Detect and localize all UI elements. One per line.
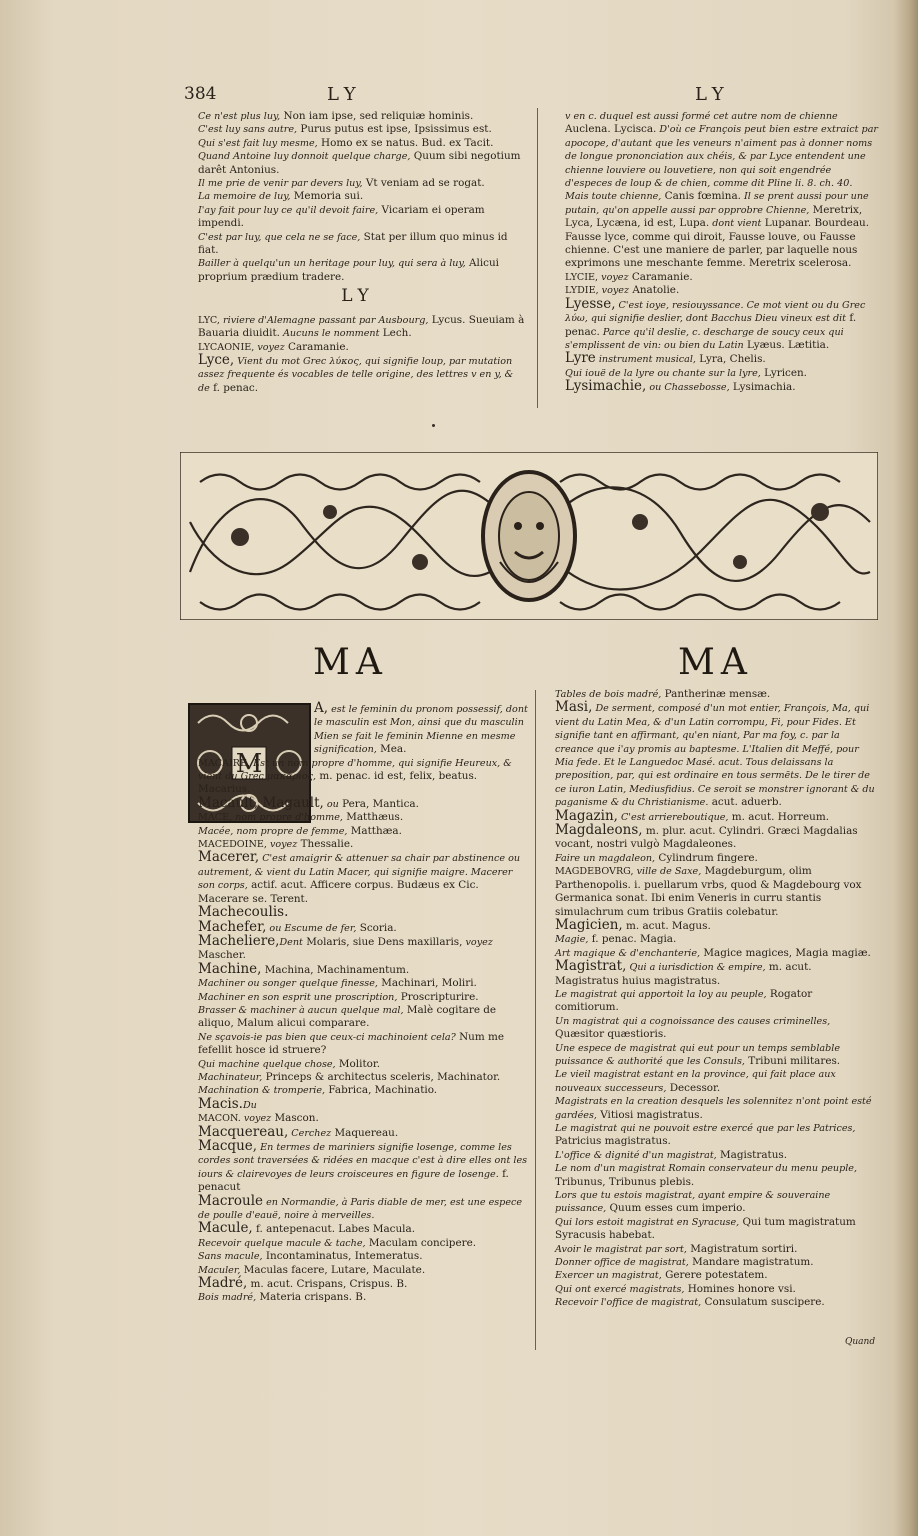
- dictionary-entry: [545, 960, 875, 988]
- entry-text: en Normandie, à Paris diable de mer, est une espece de poulle d'eauë, noire à merveilles.: [198, 1196, 523, 1222]
- entry-text: Mascher.: [198, 949, 246, 962]
- entry-text: Magicien,: [555, 916, 623, 933]
- entry-text: est le feminin du pronom possessif, dont le masculin est Mon, ainsi que du masculin Mien se fait le feminin Mienne en mesme signification,: [314, 704, 528, 756]
- entry-text: voyez: [462, 936, 493, 948]
- entry-text: Masi,: [555, 699, 593, 716]
- entry-text: Alicui proprium prædium tradere.: [198, 257, 499, 283]
- entry-text: Auclena. Lycisca.: [565, 123, 657, 136]
- entry-text: Fabrica, Machinatio.: [325, 1084, 438, 1097]
- dictionary-entry: [188, 794, 528, 811]
- entry-text: Matthæa.: [347, 824, 402, 837]
- entry-text: Horreum.: [774, 810, 830, 823]
- page-edge: [892, 0, 918, 1536]
- entry-text: Purus putus est ipse, Ipsissimus est.: [297, 123, 492, 136]
- entry-text: Pantherinæ mensæ.: [661, 688, 771, 700]
- entry-text: Le vieil magistrat estant en la province, qui fait place aux nouveaux successeurs,: [555, 1069, 836, 1094]
- entry-text: Afficere corpus. Budæus ex Cic. Macerare se. Terent.: [198, 879, 479, 905]
- entry-text: La memoire de luy,: [198, 191, 291, 203]
- entry-text: Patricius magistratus.: [555, 1135, 671, 1148]
- entry-text: ou: [323, 798, 339, 810]
- dictionary-entry: [188, 1192, 528, 1223]
- entry-text: Meretrix scelerosa.: [745, 257, 852, 270]
- entry-text: Consulatum suscipere.: [701, 1296, 825, 1309]
- dictionary-entry: [188, 977, 528, 990]
- entry-text: Donner office de magistrat,: [555, 1257, 689, 1269]
- entry-text: C'est luy sans autre,: [198, 124, 298, 136]
- ornamental-headpiece: [180, 452, 878, 620]
- entry-text: Tribuni militares.: [744, 1054, 841, 1067]
- dictionary-entry: [188, 1140, 528, 1195]
- entry-text: Magistratum sortiri.: [686, 1242, 798, 1255]
- entry-text: Maculer,: [198, 1264, 241, 1276]
- entry-text: C'est par luy, que cela ne se face,: [198, 231, 361, 243]
- entry-text: D'où ce François peut bien estre extraict par apocope, d'autant que les veneurs n'aiment pas à donner noms de longue prononciation aux chéis, & par Lyce entendent une chienne louviere ou louvetiere, non qui soit engendrée d'especes de loup & de chien, comme dit Pline li. 8. ch. 40.: [565, 124, 879, 190]
- entry-text: LYC,: [198, 314, 220, 326]
- entry-text: Caramanie.: [628, 270, 693, 283]
- entry-text: Est un nom propre d'homme, qui signifie Heureux, & vient du Grec μακάριος,: [198, 757, 512, 783]
- entry-text: Qui a iurisdiction & empire,: [626, 962, 766, 974]
- dictionary-entry: [555, 271, 880, 284]
- entry-text: Art magique & d'enchanterie,: [555, 947, 701, 959]
- entry-text: Canis fœmina.: [661, 190, 741, 203]
- entry-text: Lors que tu estois magistrat, ayant empire & souveraine puissance,: [555, 1190, 831, 1215]
- dictionary-entry: [188, 1004, 528, 1031]
- dictionary-entry: [545, 933, 875, 946]
- entry-text: Machiner en son esprit une proscription,: [198, 991, 398, 1003]
- entry-text: LYCIE,: [565, 271, 599, 283]
- entry-text: Machination & tromperie,: [198, 1085, 326, 1097]
- entry-text: Mea.: [376, 743, 407, 756]
- entry-text: C'est amaigrir & attenuer sa chair par abstinence ou autrement, & vient du Latin Macer, qui signifie maigre. Macerer son corps,: [198, 853, 521, 892]
- dictionary-entry: [188, 341, 528, 354]
- column-1: [188, 110, 528, 395]
- dictionary-entry: [545, 701, 875, 809]
- entry-text: m. plur. acut. Cylindri. Græci Magdalias vocant, nostri vulgò Magdaleones.: [555, 825, 858, 851]
- entry-text: Avoir le magistrat par sort,: [555, 1243, 687, 1255]
- entry-text: Lysimachia.: [729, 381, 796, 394]
- dictionary-entry: [545, 688, 875, 701]
- entry-text: Num me fefellit hosce id struere?: [198, 1030, 505, 1057]
- dictionary-entry: [188, 257, 528, 284]
- entry-text: Qui ont exercé magistrats,: [555, 1283, 685, 1295]
- entry-text: MAGDEBOVRG,: [555, 866, 634, 878]
- dictionary-entry: [188, 825, 528, 838]
- dictionary-entry: [545, 916, 875, 933]
- subheading-ly: LY: [341, 286, 375, 307]
- dictionary-entry: [545, 1189, 875, 1216]
- dictionary-entry: [188, 960, 528, 977]
- entry-text: voyez: [266, 839, 298, 851]
- section-head-right: MA: [678, 642, 753, 683]
- dictionary-entry: [555, 380, 880, 394]
- entry-text: Quæsitor quæstioris.: [555, 1028, 667, 1041]
- entry-text: Macerer,: [198, 849, 260, 866]
- entry-text: Proscripturire.: [397, 990, 479, 1003]
- entry-text: Mais toute chienne,: [565, 191, 662, 203]
- column-2: [555, 110, 880, 395]
- entry-text: acut. aduerb.: [708, 796, 782, 809]
- entry-text: voyez: [598, 285, 630, 297]
- entry-text: Exercer un magistrat,: [555, 1270, 662, 1282]
- entry-text: m. acut.: [728, 810, 775, 823]
- entry-text: v en c. duquel est aussi formé cet autre nom de chienne: [565, 111, 838, 122]
- entry-text: Qui iouë de la lyre ou chante sur la lyre,: [565, 367, 761, 379]
- dictionary-entry: [545, 824, 875, 852]
- entry-text: Bois madré,: [198, 1292, 257, 1304]
- entry-text: Tables de bois madré,: [555, 689, 662, 700]
- entry-text: Quand Antoine luy donnoit quelque charge,: [198, 151, 411, 163]
- dictionary-entry: [545, 1269, 875, 1282]
- entry-text: De serment, composé d'un mot entier, François, Ma, qui vient du Latin Mea, & d'un Latin corrompu, Fi, pour Fides. Et signifie tant en affirmant, qu'en niant, Par ma foy, c. par la creance que i'ay promis au baptesme. L'Italien dit Meffé, pour Mia fede. Et le Languedoc Masé. acut. Tous delaissans la preposition, par, qui est ordinaire en tous sermēts. De le tirer de ce iuron Latin, Mediusfidius. Ce seroit se monstrer ignorant & du paganisme & du Christianisme.: [555, 703, 875, 809]
- entry-text: Molaris, siue Dens maxillaris,: [302, 935, 463, 948]
- dictionary-entry: [188, 351, 528, 395]
- entry-text: Qui lors estoit magistrat en Syracuse,: [555, 1216, 740, 1228]
- entry-text: Magault,: [258, 794, 324, 811]
- dictionary-entry: [545, 1243, 875, 1256]
- entry-text: Macule,: [198, 1220, 253, 1237]
- dictionary-entry: [545, 1015, 875, 1042]
- dictionary-entry: [555, 190, 880, 270]
- entry-text: Lupanar. Bourdeau. Fausse lyce, comme qui diroit, Fausse louve, ou Fausse chienne. C'est une maniere de parler, par laquelle nous exprimons une meschante femme.: [565, 217, 870, 270]
- entry-text: voyez: [240, 1113, 272, 1125]
- entry-text: Dent: [279, 936, 303, 948]
- entry-text: voyez: [598, 271, 629, 283]
- entry-text: Mascon.: [271, 1112, 319, 1125]
- entries-ly-continued: [188, 110, 528, 284]
- dictionary-entry: [188, 1058, 528, 1071]
- entry-text: Il se prent aussi pour une putain, qu'on appelle aussi par opprobre Chienne,: [565, 191, 869, 216]
- entry-text: Machecoulis.: [198, 904, 289, 921]
- dictionary-entry: [188, 110, 528, 123]
- entry-text: Magice magices, Magia magiæ.: [700, 946, 871, 959]
- dictionary-entry: [188, 1237, 528, 1250]
- dictionary-entry: [188, 231, 528, 258]
- entry-text: Macault,: [198, 794, 259, 811]
- dictionary-entry: [188, 123, 528, 136]
- entry-text: Magazin,: [555, 807, 618, 824]
- dictionary-entry: [188, 702, 528, 757]
- entry-text: Cylindrum fingere.: [655, 851, 758, 864]
- entry-text: Du: [242, 1099, 257, 1111]
- dictionary-entry: [545, 1149, 875, 1162]
- entry-text: Le magistrat qui ne pouvoit estre exercé que par les Patrices,: [555, 1123, 856, 1134]
- entry-text: f. penacut: [198, 1167, 509, 1194]
- entry-text: Magie,: [555, 934, 589, 946]
- entry-text: Machine,: [198, 960, 262, 977]
- entry-text: En termes de mariniers signifie losenge, comme les cordes sont traversées & ridées en macque c'est à dire elles ont les iours & clairevoyes de leurs croisceures en figure de losenge.: [198, 1142, 528, 1180]
- dictionary-entry: [555, 110, 880, 190]
- dictionary-entry: [188, 190, 528, 203]
- entry-text: Princeps & architectus sceleris, Machinator.: [262, 1070, 501, 1083]
- entry-text: Recevoir l'office de magistrat,: [555, 1297, 702, 1309]
- entry-text: Qui tum magistratum Syracusis habebat.: [555, 1215, 856, 1242]
- entry-text: Magdeburgum, olim Parthenopolis. i. puellarum vrbs, quod & Magdebourg vox Germanica sonat. Ibi enim Veneris in curru stantis simulachrum cum tribus Gratiis colebatur.: [555, 865, 862, 918]
- entry-text: Vient du mot Grec λύκος, qui signifie loup, par mutation assez frequente és vocables de telle origine, des lettres v en y, & de: [198, 355, 514, 394]
- entry-text: instrument musical,: [595, 354, 696, 366]
- entry-text: Gerere potestatem.: [661, 1269, 768, 1282]
- dictionary-entry: [188, 811, 528, 824]
- entry-text: LYDIE,: [565, 285, 599, 297]
- entry-text: C'est ioye, resiouyssance. Ce mot vient ou du Grec λύω, qui signifie deslier, dont Bacchus Dieu vineux est dit: [565, 299, 866, 325]
- entry-text: Quum esses cum imperio.: [606, 1202, 746, 1215]
- entry-text: Lyra, Chelis.: [695, 353, 766, 366]
- initial-letter: M: [235, 749, 263, 779]
- dictionary-entry: [545, 1296, 875, 1309]
- entry-text: Brasser & machiner à aucun quelque mal,: [198, 1004, 404, 1016]
- entry-text: Qui s'est fait luy mesme,: [198, 137, 318, 149]
- entry-text: Magistratus.: [716, 1148, 788, 1161]
- dictionary-entry: [188, 204, 528, 231]
- folio-number: 384: [184, 84, 217, 104]
- entries-ly: [188, 314, 528, 395]
- entry-text: Decessor.: [666, 1081, 721, 1094]
- entry-text: Anatolie.: [629, 284, 680, 297]
- dictionary-entry: [555, 352, 880, 366]
- entry-text: MACAIRE,: [198, 757, 251, 769]
- entry-text: m. penac.: [316, 770, 371, 783]
- entry-text: f. antepenacut. Labes Macula.: [252, 1223, 416, 1236]
- entry-text: dont vient: [709, 218, 762, 230]
- entry-text: Parce qu'il deslie, c. descharge de soucy ceux qui s'emplissent de vin: ou bien du Latin: [565, 326, 844, 351]
- entry-text: m. acut. Magus.: [622, 919, 711, 932]
- dictionary-entry: [188, 1031, 528, 1058]
- entry-text: Une espece de magistrat qui eut pour un temps semblable puissance & authorité que les Consuls,: [555, 1042, 840, 1067]
- entry-text: Maquereau.: [331, 1126, 399, 1139]
- dictionary-entry: [545, 1216, 875, 1243]
- entry-text: Non iam ipse, sed reliquiæ hominis.: [280, 110, 474, 122]
- entry-text: Machiner ou songer quelque finesse,: [198, 978, 378, 990]
- entry-text: Lætitia.: [784, 338, 830, 351]
- entry-text: Pera, Mantica.: [338, 797, 419, 810]
- entry-text: Vitiosi magistratus.: [596, 1108, 703, 1121]
- entry-text: Aucuns le nomment: [279, 328, 380, 340]
- dictionary-entry: [545, 852, 875, 865]
- entry-text: ou Chassebosse,: [646, 382, 730, 394]
- entry-text: Macque,: [198, 1138, 258, 1154]
- entry-text: Ne sçavois-ie pas bien que ceux-ci machinoient cela?: [198, 1031, 456, 1043]
- entry-text: Magdaleons,: [555, 822, 643, 839]
- entry-text: MACE,: [198, 812, 233, 824]
- entry-text: Rogator comitiorum.: [555, 987, 813, 1014]
- entry-text: Vt veniam ad se rogat.: [362, 177, 485, 190]
- entry-text: Le magistrat qui apportoit la loy au peuple,: [555, 988, 767, 1000]
- dictionary-entry: [545, 1283, 875, 1296]
- entry-text: Caramanie.: [284, 340, 349, 353]
- entry-text: Lysimachie,: [565, 378, 647, 395]
- running-head-right: LY: [695, 84, 730, 105]
- entry-text: Faire un magdaleon,: [555, 852, 656, 864]
- dictionary-entry: [188, 314, 528, 341]
- entry-text: Macquereau,: [198, 1123, 289, 1140]
- dictionary-entry: [545, 988, 875, 1015]
- dictionary-entry: [545, 1162, 875, 1189]
- entry-text: Meretrix, Lyca, Lycæna, id est, Lupa.: [565, 203, 863, 230]
- entry-text: m. acut.: [765, 961, 812, 974]
- entry-text: Quum sibi negotium darêt Antonius.: [198, 150, 521, 176]
- entry-text: ou Escume de fer,: [266, 922, 357, 934]
- entry-text: Sans macule,: [198, 1251, 263, 1263]
- catchword: Quand: [845, 1337, 876, 1347]
- entry-text: Lyricen.: [760, 366, 807, 379]
- entry-text: f. penac. Magia.: [588, 933, 677, 946]
- entry-text: Machina, Machinamentum.: [261, 963, 410, 976]
- column-4: [545, 688, 875, 1310]
- entry-text: MACON.: [198, 1113, 241, 1125]
- entry-text: Macis.: [198, 1095, 243, 1112]
- entry-text: Homo ex se natus. Bud. ex Tacit.: [317, 136, 494, 149]
- dictionary-entry: [188, 991, 528, 1004]
- entry-text: Un magistrat qui a cognoissance des causes criminelles,: [555, 1015, 831, 1027]
- entry-text: Stat per illum quo minus id fiat.: [198, 230, 508, 257]
- dictionary-entry: [188, 851, 528, 906]
- dictionary-entry: [188, 177, 528, 190]
- column-rule-top: [537, 108, 538, 408]
- printer-dot: [432, 424, 435, 427]
- entry-text: f. penac.: [209, 381, 259, 394]
- entry-text: Le nom d'un magistrat Romain conservateur du menu peuple,: [555, 1163, 858, 1175]
- entry-text: f. penac.: [565, 312, 857, 338]
- entry-text: Macheliere,: [198, 932, 280, 949]
- entry-text: actif. acut.: [247, 879, 307, 892]
- dictionary-entry: [188, 932, 528, 963]
- entry-text: A,: [314, 700, 329, 716]
- column-rule-bottom: [535, 690, 536, 1350]
- entry-text: m. acut. Crispans, Crispus. B.: [247, 1278, 408, 1291]
- entry-text: Thessalie.: [297, 838, 354, 851]
- entry-text: L'office & dignité d'un magistrat,: [555, 1149, 717, 1161]
- entry-text: nom propre d'homme,: [232, 812, 343, 824]
- entry-text: Bailler à quelqu'un un heritage pour luy, qui sera à luy,: [198, 258, 466, 270]
- entry-text: Lech.: [379, 327, 412, 340]
- entry-text: Maculam concipere.: [365, 1236, 477, 1249]
- entry-text: riviere d'Alemagne passant par Ausbourg,: [219, 314, 429, 326]
- entry-text: id est, felix, beatus. Macarius.: [198, 770, 478, 796]
- entry-text: Lyæus.: [743, 338, 785, 351]
- dictionary-entry: [188, 1291, 528, 1304]
- dictionary-entry: [545, 865, 875, 919]
- entry-text: Magistratus huius magistratus.: [555, 974, 721, 987]
- dictionary-entry: [545, 1042, 875, 1069]
- dictionary-entry: [188, 1095, 528, 1112]
- entry-text: Cerchez: [288, 1127, 332, 1139]
- entry-text: Macée, nom propre de femme,: [198, 825, 348, 837]
- entry-text: Incontaminatus, Intemeratus.: [262, 1250, 423, 1263]
- entry-text: Machinari, Moliri.: [377, 977, 477, 990]
- entry-text: Lyce,: [198, 351, 235, 368]
- entry-text: Materia crispans. B.: [256, 1291, 367, 1304]
- entry-text: Vicariam ei operam impendi.: [198, 203, 485, 230]
- entry-text: Molitor.: [335, 1057, 381, 1070]
- section-head-left: MA: [313, 642, 388, 683]
- dictionary-entry: [545, 1122, 875, 1149]
- dictionary-entry: [188, 1277, 528, 1291]
- entry-text: MACEDOINE,: [198, 839, 267, 851]
- entry-text: Tribunus, Tribunus plebis.: [555, 1175, 695, 1188]
- dictionary-entry: [188, 1071, 528, 1084]
- running-head-left: LY: [327, 84, 362, 105]
- entry-text: Mandare magistratum.: [688, 1256, 814, 1269]
- entry-text: Matthæus.: [342, 811, 404, 824]
- entry-text: Ce n'est plus luy,: [198, 111, 281, 122]
- entry-text: I'ay fait pour luy ce qu'il devoit faire,: [198, 204, 379, 216]
- entry-text: ville de Saxe,: [633, 866, 702, 878]
- entry-text: Qui machine quelque chose,: [198, 1058, 336, 1070]
- entry-text: Machinateur,: [198, 1071, 263, 1083]
- entry-text: Recevoir quelque macule & tache,: [198, 1237, 366, 1249]
- entry-text: LYCAONIE,: [198, 341, 255, 353]
- entry-text: Maculas facere, Lutare, Maculate.: [240, 1263, 426, 1276]
- dictionary-entry: [188, 1222, 528, 1236]
- entry-text: Magistrat,: [555, 958, 627, 975]
- column-3: [188, 702, 528, 1305]
- entry-text: Malè cogitare de aliquo, Malum alicui comparare.: [198, 1003, 497, 1030]
- entry-text: Lycus. Sueuiam à Bauaria diuidit.: [198, 313, 525, 340]
- dictionary-entry: [545, 1256, 875, 1269]
- entry-text: Lyesse,: [565, 295, 616, 312]
- entry-text: Madré,: [198, 1275, 248, 1292]
- entry-text: Scoria.: [356, 921, 397, 934]
- entry-text: Memoria sui.: [290, 190, 364, 203]
- dictionary-entry: [188, 137, 528, 150]
- dictionary-entry: [188, 1250, 528, 1263]
- dictionary-entry: [545, 1068, 875, 1095]
- entry-text: voyez: [254, 341, 285, 353]
- entry-text: Machefer,: [198, 918, 267, 935]
- entry-text: Macroule: [198, 1192, 264, 1209]
- entry-text: C'est arriereboutique,: [617, 811, 729, 823]
- entry-text: Magistrats en la creation desquels les solennitez n'ont point esté gardées,: [555, 1096, 872, 1121]
- dictionary-entry: [188, 150, 528, 177]
- entry-text: Homines honore vsi.: [684, 1282, 796, 1295]
- dictionary-entry: [188, 757, 528, 797]
- entry-text: Il me prie de venir par devers luy,: [198, 178, 363, 190]
- entry-text: Lyre: [565, 350, 596, 367]
- dictionary-entry: [545, 1095, 875, 1122]
- dictionary-entry: [555, 295, 880, 353]
